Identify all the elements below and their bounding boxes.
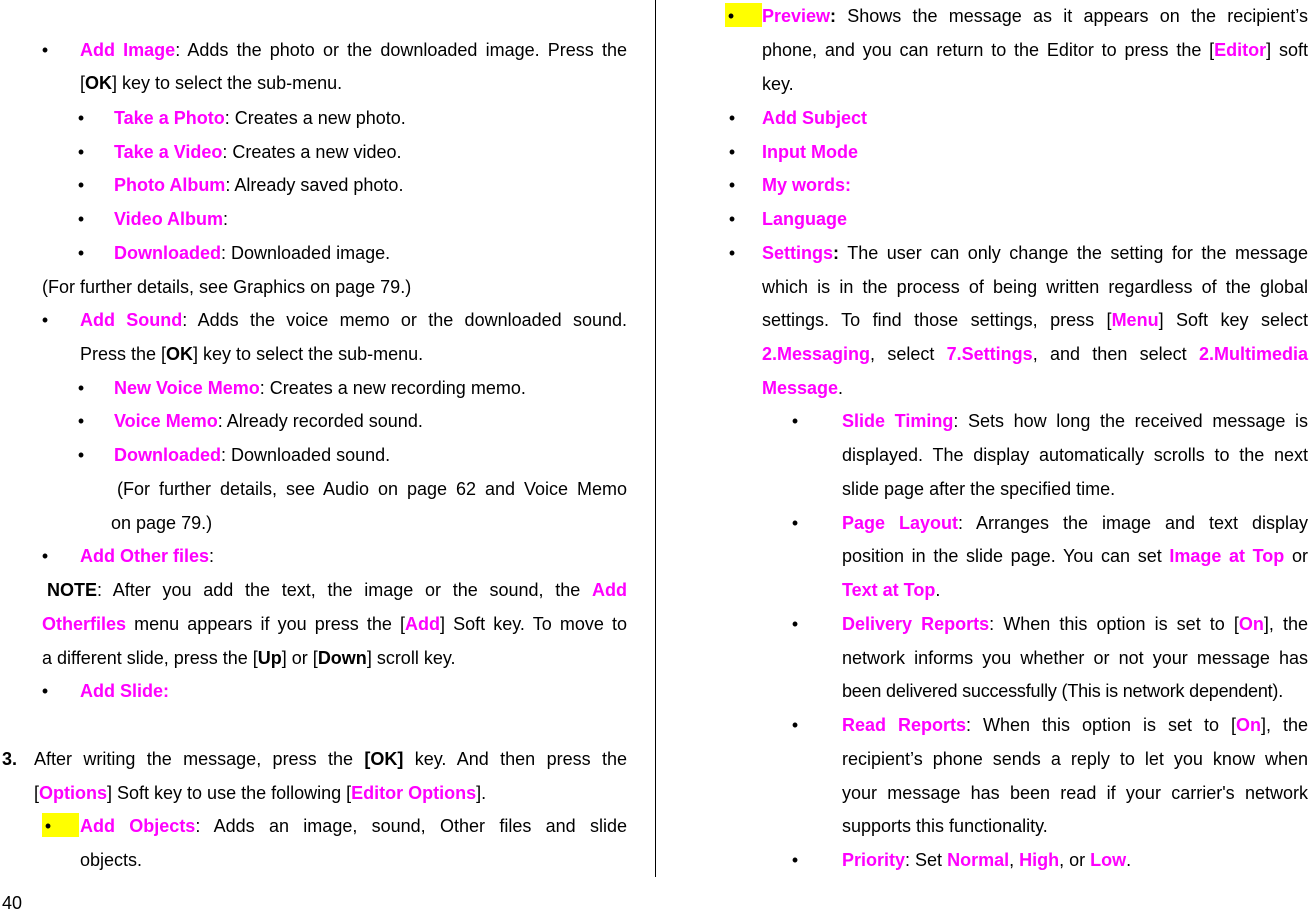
- page-layout-line-3: Text at Top.: [842, 580, 941, 600]
- bullet: •: [728, 243, 736, 263]
- bullet: •: [77, 175, 85, 195]
- bullet: •: [791, 411, 799, 431]
- delivery-reports-line-2: network informs you whether or not your message has: [842, 648, 1308, 668]
- add-objects-line-1: Add Objects: Adds an image, sound, Other files and slide: [80, 816, 628, 836]
- settings-line-3: settings. To find those settings, press [Menu] Soft key select: [762, 310, 1308, 330]
- list-item-video-album: Video Album:: [114, 209, 229, 229]
- input-mode: Input Mode: [762, 142, 858, 162]
- note-line-2: Otherfiles menu appears if you press the [Add] Soft key. To move to: [42, 614, 627, 634]
- bullet: •: [77, 209, 85, 229]
- settings-line-5: Message.: [762, 378, 844, 398]
- key-ok: OK: [85, 73, 113, 93]
- key-ok: OK: [166, 344, 194, 364]
- bullet: •: [791, 715, 799, 735]
- bullet: •: [44, 816, 52, 836]
- audio-note-line-2: on page 79.): [111, 513, 213, 533]
- add-sound-line-2: Press the [OK] key to select the sub-menu.: [80, 344, 424, 364]
- step3-line-1: After writing the message, press the [OK] key. And then press the: [34, 749, 627, 769]
- read-reports-line-3: your message has been read if your carrier's network: [842, 783, 1308, 803]
- slide-timing-line-2: displayed. The display automatically scrolls to the next: [842, 445, 1308, 465]
- read-reports-line-4: supports this functionality.: [842, 816, 1048, 836]
- bullet: •: [77, 108, 85, 128]
- bullet: •: [727, 6, 735, 26]
- read-reports-line-1: Read Reports: When this option is set to [On], the: [842, 715, 1309, 735]
- list-item-voice-memo: Voice Memo: Already recorded sound.: [114, 411, 423, 431]
- note-label: NOTE: [47, 580, 98, 600]
- preview-line-1: Preview: Shows the message as it appears on the recipient’s: [762, 6, 1308, 26]
- add-other-files: Add Other files:: [80, 546, 215, 566]
- preview-line-3: key.: [762, 74, 794, 94]
- bullet: •: [791, 614, 799, 634]
- add-image-line-2: [OK] key to select the sub-menu.: [80, 73, 343, 93]
- add-sound-line-1: Add Sound: Adds the voice memo or the downloaded sound.: [80, 310, 627, 330]
- bullet: •: [791, 513, 799, 533]
- slide-timing-line-1: Slide Timing: Sets how long the received message is: [842, 411, 1308, 431]
- settings-line-2: which is in the process of being written regardless of the global: [762, 277, 1308, 297]
- list-item-photo-album: Photo Album: Already saved photo.: [114, 175, 404, 195]
- bullet: •: [728, 108, 736, 128]
- bullet: •: [77, 445, 85, 465]
- note-line-3: a different slide, press the [Up] or [Down] scroll key.: [42, 648, 456, 668]
- graphics-note: (For further details, see Graphics on page 79.): [42, 277, 412, 297]
- column-divider: [655, 0, 656, 877]
- term-add-sound: Add Sound: [80, 310, 183, 330]
- page-number: 40: [2, 893, 23, 913]
- my-words: My words:: [762, 175, 852, 195]
- bullet: •: [41, 40, 49, 60]
- read-reports-line-2: recipient’s phone sends a reply to let you know when: [842, 749, 1308, 769]
- list-item-take-photo: Take a Photo: Creates a new photo.: [114, 108, 406, 128]
- bullet: •: [728, 142, 736, 162]
- settings-line-4: 2.Messaging, select 7.Settings, and then select 2.Multimedia: [762, 344, 1308, 364]
- add-slide: Add Slide:: [80, 681, 169, 701]
- list-item-take-video: Take a Video: Creates a new video.: [114, 142, 402, 162]
- bullet: •: [41, 681, 49, 701]
- preview-line-2: phone, and you can return to the Editor to press the [Editor] soft: [762, 40, 1308, 60]
- step-number: 3.: [2, 749, 18, 769]
- page-layout-line-2: position in the slide page. You can set Image at Top or: [842, 546, 1308, 566]
- step3-line-2: [Options] Soft key to use the following [Editor Options].: [34, 783, 487, 803]
- list-item-downloaded-sound: Downloaded: Downloaded sound.: [114, 445, 391, 465]
- list-item-new-voice-memo: New Voice Memo: Creates a new recording memo.: [114, 378, 526, 398]
- add-image-line-1: Add Image: Adds the photo or the downloaded image. Press the: [80, 40, 628, 60]
- add-subject: Add Subject: [762, 108, 868, 128]
- list-item-downloaded-image: Downloaded: Downloaded image.: [114, 243, 391, 263]
- bullet: •: [77, 142, 85, 162]
- bullet: •: [77, 243, 85, 263]
- bullet: •: [77, 378, 85, 398]
- add-objects-line-2: objects.: [80, 850, 143, 870]
- page-layout-line-1: Page Layout: Arranges the image and text display: [842, 513, 1308, 533]
- priority: Priority: Set Normal, High, or Low.: [842, 850, 1132, 870]
- bullet: •: [77, 411, 85, 431]
- delivery-reports-line-3: been delivered successfully (This is network dependent).: [842, 681, 1284, 701]
- bullet: •: [41, 546, 49, 566]
- audio-note-line-1: (For further details, see Audio on page 62 and Voice Memo: [117, 479, 627, 499]
- note-line-1: NOTE: After you add the text, the image or the sound, the Add: [47, 580, 627, 600]
- settings-line-1: Settings: The user can only change the setting for the message: [762, 243, 1308, 263]
- bullet: •: [728, 175, 736, 195]
- term-add-image: Add Image: [80, 40, 176, 60]
- language: Language: [762, 209, 848, 229]
- delivery-reports-line-1: Delivery Reports: When this option is set to [On], the: [842, 614, 1309, 634]
- bullet: •: [41, 310, 49, 330]
- slide-timing-line-3: slide page after the specified time.: [842, 479, 1116, 499]
- bullet: •: [791, 850, 799, 870]
- bullet: •: [728, 209, 736, 229]
